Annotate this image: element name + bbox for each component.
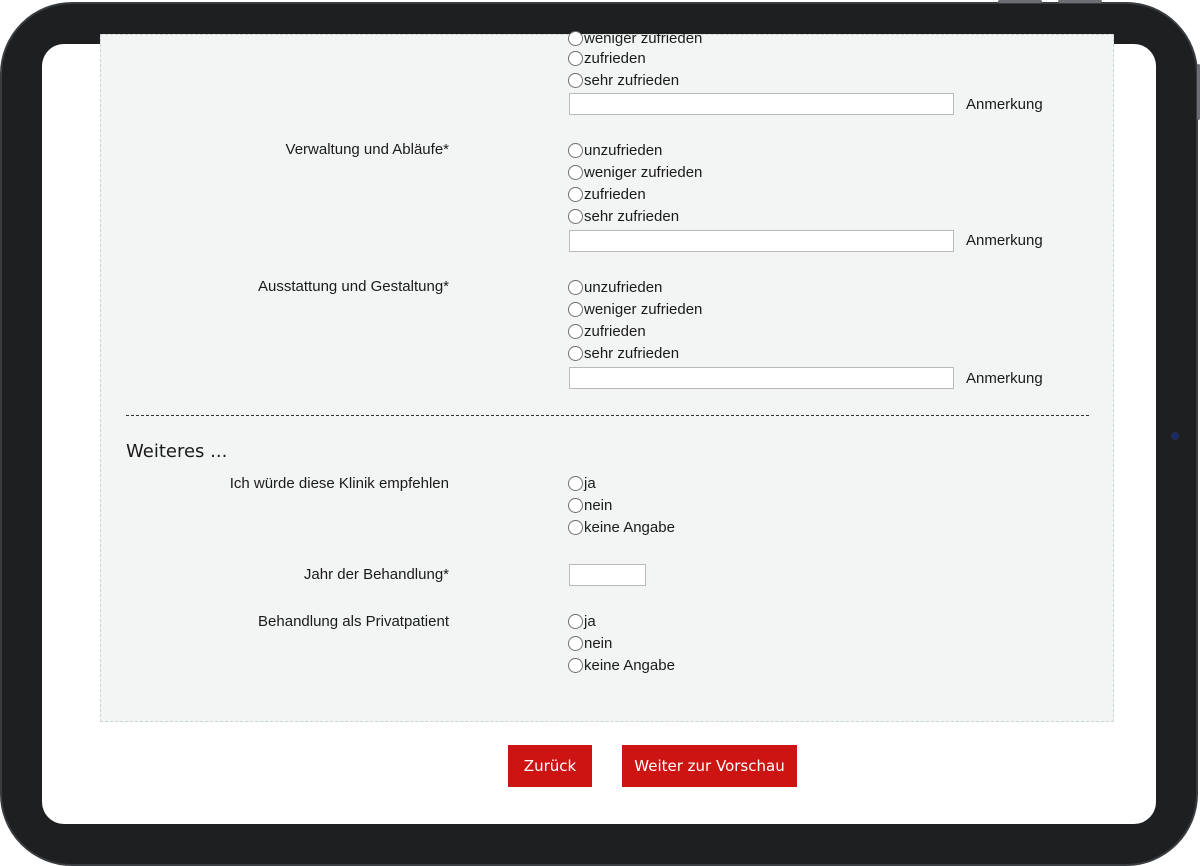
- radio-option-zufrieden[interactable]: [568, 48, 646, 68]
- radio-option-sehr-zufrieden[interactable]: [568, 70, 679, 90]
- option-label: nein: [584, 634, 613, 652]
- section-title: Weiteres ...: [126, 441, 228, 462]
- radio-circle[interactable]: [568, 165, 583, 180]
- radio-circle[interactable]: [568, 209, 583, 224]
- radio-option-nein[interactable]: [568, 495, 612, 515]
- option-label: unzufrieden: [584, 278, 663, 296]
- radio-option-keine-angabe[interactable]: [568, 655, 675, 675]
- option-label: sehr zufrieden: [584, 344, 680, 362]
- camera-icon: [1171, 432, 1179, 440]
- radio-option-zufrieden[interactable]: [568, 321, 646, 341]
- option-label: zufrieden: [584, 322, 646, 340]
- note-input[interactable]: [569, 93, 954, 115]
- next-preview-button[interactable]: Weiter zur Vorschau: [622, 745, 797, 787]
- note-label: Anmerkung: [966, 96, 1043, 113]
- question-label-verwaltung: Verwaltung und Abläufe*: [285, 141, 449, 158]
- screen: [42, 29, 1156, 824]
- radio-option-unzufrieden[interactable]: [568, 277, 662, 297]
- radio-circle[interactable]: [568, 636, 583, 651]
- form-panel: [100, 29, 1114, 722]
- note-input[interactable]: [569, 367, 954, 389]
- question-label-private: Behandlung als Privatpatient: [258, 613, 449, 630]
- radio-option-weniger-zufrieden[interactable]: [568, 28, 702, 48]
- year-input[interactable]: [569, 564, 646, 586]
- radio-circle[interactable]: [568, 658, 583, 673]
- section-divider: [126, 415, 1089, 416]
- question-label-recommend: Ich würde diese Klinik empfehlen: [229, 475, 449, 492]
- radio-option-unzufrieden[interactable]: [568, 140, 662, 160]
- radio-option-sehr-zufrieden[interactable]: [568, 206, 679, 226]
- radio-circle[interactable]: [568, 51, 583, 66]
- radio-option-ja[interactable]: [568, 611, 596, 631]
- radio-circle[interactable]: [568, 143, 583, 158]
- radio-circle[interactable]: [568, 73, 583, 88]
- device-top-button: [998, 0, 1042, 3]
- radio-option-keine-angabe[interactable]: [568, 517, 675, 537]
- radio-circle[interactable]: [568, 476, 583, 491]
- radio-circle[interactable]: [568, 520, 583, 535]
- radio-circle[interactable]: [568, 614, 583, 629]
- option-label: weniger zufrieden: [584, 300, 703, 318]
- radio-option-sehr-zufrieden[interactable]: [568, 343, 679, 363]
- radio-circle[interactable]: [568, 302, 583, 317]
- radio-option-zufrieden[interactable]: [568, 184, 646, 204]
- radio-circle[interactable]: [568, 31, 583, 46]
- device-top-button: [1058, 0, 1102, 3]
- note-label: Anmerkung: [966, 370, 1043, 387]
- question-label-ausstattung: Ausstattung und Gestaltung*: [258, 278, 449, 295]
- option-label: weniger zufrieden: [584, 163, 703, 181]
- option-label: keine Angabe: [584, 656, 675, 674]
- option-label: ja: [584, 474, 596, 492]
- radio-option-weniger-zufrieden[interactable]: [568, 162, 702, 182]
- radio-option-weniger-zufrieden[interactable]: [568, 299, 702, 319]
- radio-option-ja[interactable]: [568, 473, 596, 493]
- note-label: Anmerkung: [966, 232, 1043, 249]
- option-label: sehr zufrieden: [584, 71, 680, 89]
- back-button[interactable]: Zurück: [508, 745, 592, 787]
- option-label: zufrieden: [584, 49, 646, 67]
- option-label: sehr zufrieden: [584, 207, 680, 225]
- note-input[interactable]: [569, 230, 954, 252]
- option-label: weniger zufrieden: [584, 29, 703, 47]
- radio-option-nein[interactable]: [568, 633, 612, 653]
- option-label: keine Angabe: [584, 518, 675, 536]
- option-label: ja: [584, 612, 596, 630]
- radio-circle[interactable]: [568, 280, 583, 295]
- radio-circle[interactable]: [568, 324, 583, 339]
- radio-circle[interactable]: [568, 187, 583, 202]
- radio-circle[interactable]: [568, 498, 583, 513]
- question-label-year: Jahr der Behandlung*: [303, 566, 449, 583]
- option-label: zufrieden: [584, 185, 646, 203]
- option-label: unzufrieden: [584, 141, 663, 159]
- radio-circle[interactable]: [568, 346, 583, 361]
- option-label: nein: [584, 496, 613, 514]
